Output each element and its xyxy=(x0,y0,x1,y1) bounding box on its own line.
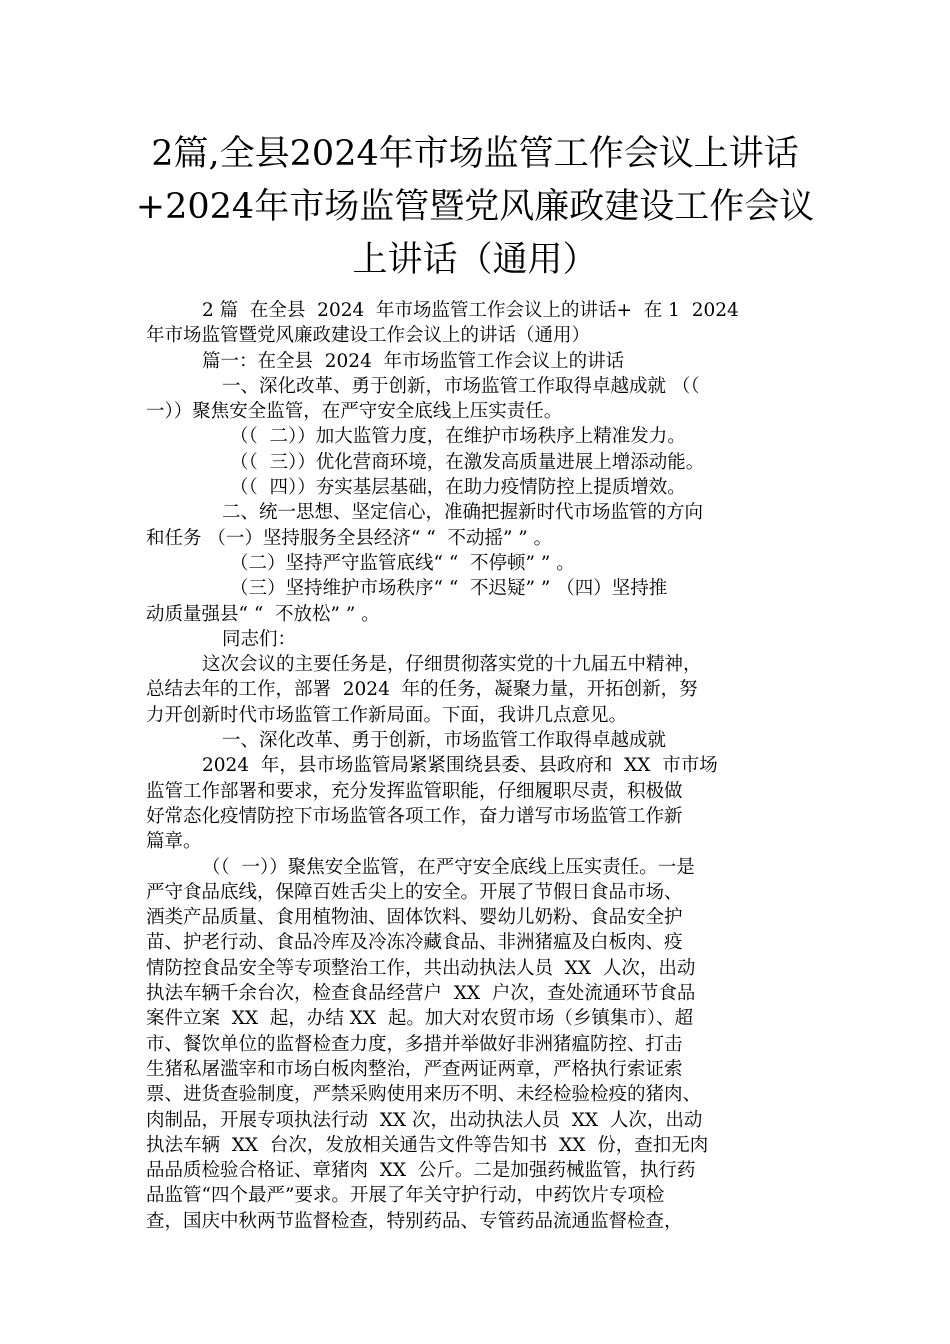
document-title xyxy=(100,128,850,287)
text-line: （二）坚持严守监管底线“ “ 不停顿” ” 。 xyxy=(230,552,575,574)
text-line: 和任务 （一）坚持服务全县经济“ “ 不动摇” ” 。 xyxy=(146,527,553,549)
title-line: 上讲话（通用） xyxy=(352,240,598,280)
text-line: 年市场监管暨党风廉政建设工作会议上的讲话（通用） xyxy=(146,325,591,347)
text-line: 力开创新时代市场监管工作新局面。下面，我讲几点意见。 xyxy=(146,704,628,726)
text-line: 执法车辆千余台次，检查食品经营户 XX 户次，查处流通环节食品 xyxy=(146,983,696,1005)
text-line: 品品质检验合格证、章猪肉 XX 公斤。二是加强药械监管，执行药 xyxy=(146,1160,696,1182)
text-line: 篇一：在全县 2024 年市场监管工作会议上的讲话 xyxy=(202,350,625,372)
text-line: 肉制品，开展专项执法行动 XX 次，出动执法人员 XX 人次，出动 xyxy=(146,1109,703,1131)
text-line: 监管工作部署和要求，充分发挥监管职能，仔细履职尽责，积极做 xyxy=(146,780,683,802)
text-line: 市、餐饮单位的监督检查力度，多措并举做好非洲猪瘟防控、打击 xyxy=(146,1033,683,1055)
text-line: 一、深化改革、勇于创新，市场监管工作取得卓越成就 （（ xyxy=(222,375,700,397)
text-line: （（ 二））加大监管力度，在维护市场秩序上精准发力。 xyxy=(230,426,686,448)
text-line: 品监管“四个最严”要求。开展了年关守护行动，中药饮片专项检 xyxy=(146,1185,665,1207)
text-line: 2 篇 在全县 2024 年市场监管工作会议上的讲话+ 在 1 2024 xyxy=(202,300,739,321)
text-line: 这次会议的主要任务是，仔细贯彻落实党的十九届五中精神， xyxy=(202,654,702,676)
text-line: 一））聚焦安全监管，在严守安全底线上压实责任。 xyxy=(146,401,563,423)
text-line: 案件立案 XX 起，办结 XX 起。加大对农贸市场（乡镇集市）、超 xyxy=(146,1008,694,1030)
document-body xyxy=(146,298,812,1234)
text-line: 总结去年的工作，部署 2024 年的任务，凝聚力量，开拓创新，努 xyxy=(146,679,698,701)
text-line: （（ 一））聚焦安全监管，在严守安全底线上压实责任。一是 xyxy=(202,856,695,878)
text-line: 酒类产品质量、食用植物油、固体饮料、婴幼儿奶粉、食品安全护 xyxy=(146,907,683,929)
text-line: （（ 三））优化营商环境，在激发高质量进展上增添动能。 xyxy=(230,451,705,473)
text-line: 篇章。 xyxy=(146,831,202,853)
text-line: 情防控食品安全等专项整治工作，共出动执法人员 XX 人次，出动 xyxy=(146,957,696,979)
text-line: 票、进货查验制度，严禁采购使用来历不明、未经检验检疫的猪肉、 xyxy=(146,1084,702,1106)
text-line: 生猪私屠滥宰和市场白板肉整治，严查两证两章，严格执行索证索 xyxy=(146,1058,683,1080)
text-line: 一、深化改革、勇于创新，市场监管工作取得卓越成就 xyxy=(222,730,667,752)
text-line: （三）坚持维护市场秩序“ “ 不迟疑” ” （四）坚持推 xyxy=(230,578,668,600)
text-line: 动质量强县“ “ 不放松” ” 。 xyxy=(146,603,380,625)
title-line: 2篇,全县2024年市场监管工作会议上讲话 xyxy=(151,134,799,174)
text-line: 查，国庆中秋两节监督检查，特别药品、专管药品流通监督检查， xyxy=(146,1210,683,1232)
text-line: 2024 年，县市场监管局紧紧围绕县委、县政府和 XX 市市场 xyxy=(202,755,718,777)
text-line: 严守食品底线，保障百姓舌尖上的安全。开展了节假日食品市场、 xyxy=(146,881,683,903)
text-line: （（ 四））夯实基层基础，在助力疫情防控上提质增效。 xyxy=(230,477,686,499)
text-line: 苗、护老行动、食品冷库及冷冻冷藏食品、非洲猪瘟及白板肉、疫 xyxy=(146,932,683,954)
text-line: 同志们： xyxy=(222,628,297,650)
title-line: +2024年市场监管暨党风廉政建设工作会议 xyxy=(135,187,815,227)
text-line: 好常态化疫情防控下市场监管各项工作，奋力谱写市场监管工作新 xyxy=(146,805,683,827)
text-line: 二、统一思想、坚定信心，准确把握新时代市场监管的方向 xyxy=(222,502,704,524)
text-line: 执法车辆 XX 台次，发放相关通告文件等告知书 XX 份，查扣无肉 xyxy=(146,1134,709,1156)
